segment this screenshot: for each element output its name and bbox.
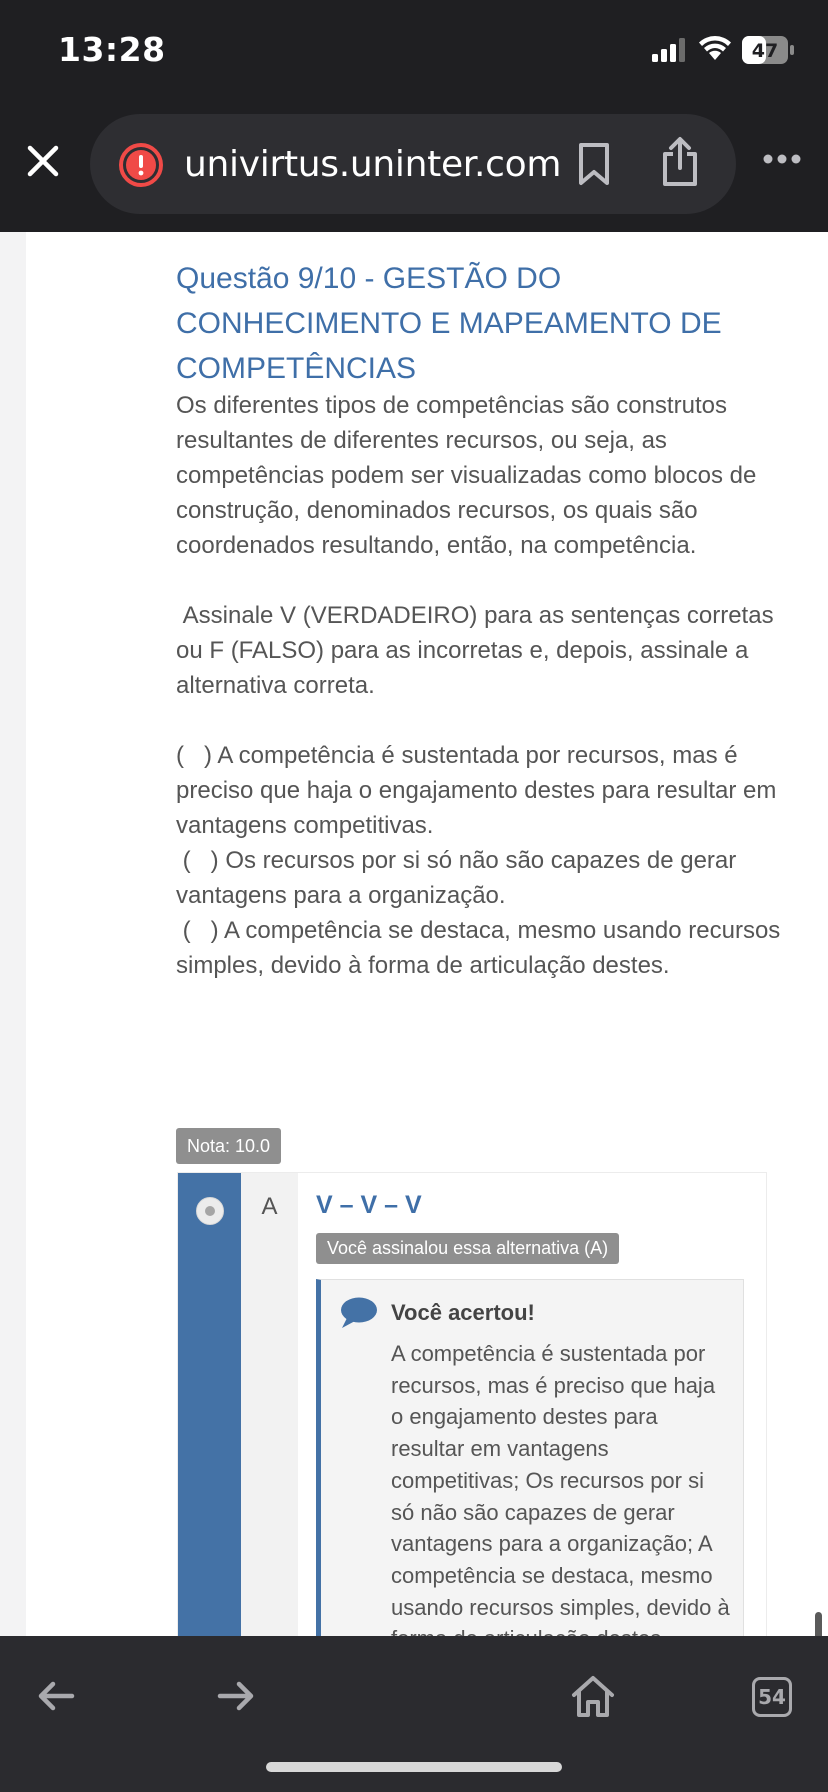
home-icon[interactable] [570, 1674, 616, 1718]
statement-1: ( ) A competência é sustentada por recursos, mas é preciso que haja o engajamento destes para resultar em vantagens competitivas. [176, 742, 784, 839]
selected-indicator-bar [178, 1173, 241, 1641]
home-indicator[interactable] [266, 1762, 562, 1772]
address-bar[interactable] [90, 114, 736, 214]
feedback-box [316, 1279, 744, 1679]
wifi-icon [697, 34, 733, 62]
grade-badge: Nota: 10.0 [176, 1128, 281, 1164]
status-bar [0, 0, 828, 100]
question-intro: Os diferentes tipos de competências são construtos resultantes de diferentes recursos, ou seja, as competências podem ser visualizadas como blocos de construção, denominados recursos, os quais são coordenados resultando, então, na competência. [176, 392, 757, 559]
question-body [176, 388, 796, 983]
statement-3: ( ) A competência se destaca, mesmo usando recursos simples, devido à forma de articulação destes. [176, 917, 787, 979]
option-letter: A [261, 1193, 278, 1220]
forward-arrow-icon[interactable] [216, 1680, 256, 1712]
question-instruction: Assinale V (VERDADEIRO) para as sentenças corretas ou F (FALSO) para as incorretas e, depois, assinale a alternativa correta. [176, 602, 781, 699]
signal-icon [652, 38, 688, 62]
browser-toolbar [0, 100, 828, 232]
battery-level: 47 [751, 40, 779, 62]
status-time: 13:28 [58, 30, 166, 69]
url-text[interactable]: univirtus.uninter.com [184, 144, 562, 185]
chat-bubble-icon [339, 1296, 377, 1330]
alert-icon[interactable] [118, 142, 164, 188]
battery-icon [742, 36, 794, 64]
tabs-icon[interactable]: 54 [752, 1677, 792, 1717]
statement-2: ( ) Os recursos por si só não são capazes de gerar vantagens para a organização. [176, 847, 743, 909]
question-title: Questão 9/10 - GESTÃO DO CONHECIMENTO E MAPEAMENTO DE COMPETÊNCIAS [176, 262, 722, 385]
option-text: V – V – V [316, 1191, 422, 1219]
bookmark-icon[interactable] [576, 142, 612, 186]
back-arrow-icon[interactable] [36, 1680, 76, 1712]
web-page [0, 232, 828, 1636]
share-icon[interactable] [660, 136, 700, 188]
chosen-badge: Você assinalou essa alternativa (A) [316, 1233, 619, 1264]
feedback-text: A competência é sustentada por recursos, mas é preciso que haja o engajamento destes para resultar em vantagens competitivas; Os recursos por si só não são capazes de gerar vantagens para a organização; A competência se destaca, mesmo usando recursos simples, devido à [391, 1341, 730, 1620]
option-letter-column [241, 1173, 298, 1641]
content-panel [26, 232, 828, 1636]
radio-button[interactable] [196, 1197, 224, 1225]
more-icon[interactable] [762, 152, 802, 166]
close-icon[interactable] [22, 140, 64, 182]
answer-option-a[interactable] [177, 1172, 767, 1642]
feedback-title: Você acertou! [391, 1300, 535, 1325]
